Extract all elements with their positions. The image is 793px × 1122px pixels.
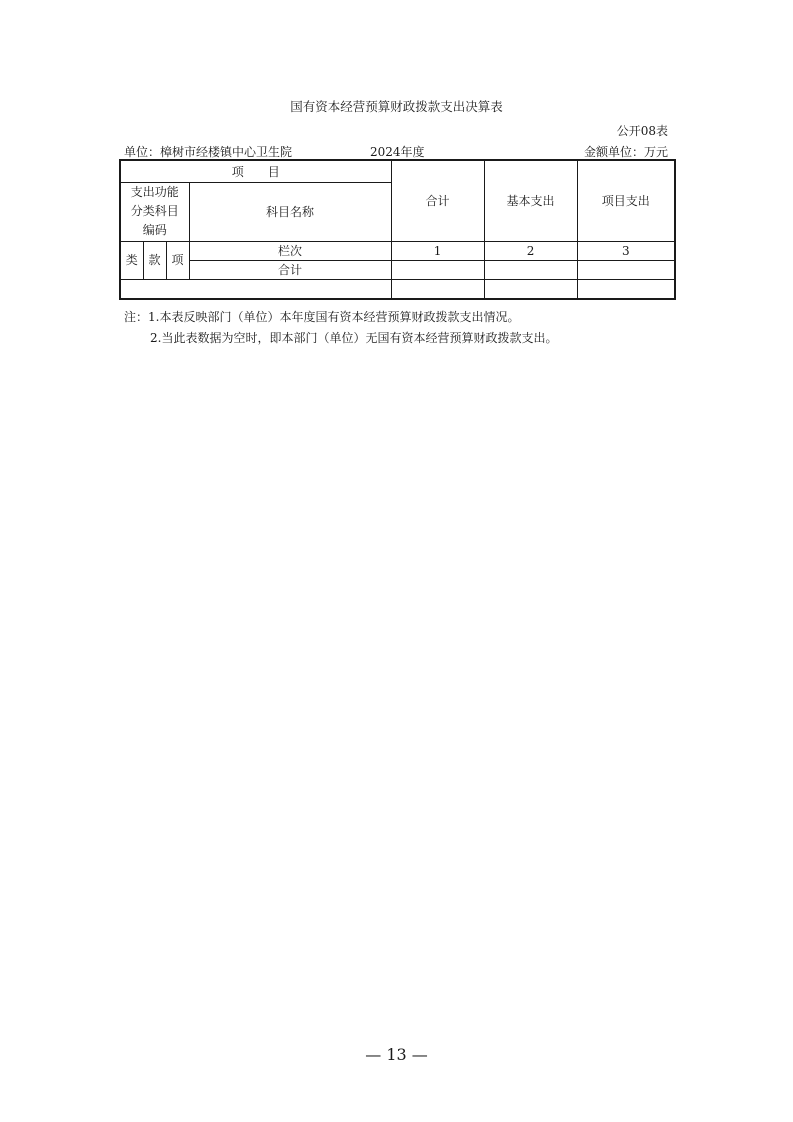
function-code-line-3: 编码 xyxy=(142,223,167,237)
year-label: 2024年度 xyxy=(370,145,425,159)
header-basic-expenditure: 基本支出 xyxy=(484,160,577,241)
blank-row-basic xyxy=(484,279,577,299)
xiang-header: 项 xyxy=(166,241,189,279)
page-title: 国有资本经营预算财政拨款支出决算表 xyxy=(290,99,503,114)
header-project-expenditure: 项目支出 xyxy=(577,160,675,241)
blank-row-total xyxy=(391,279,484,299)
total-row-value-project xyxy=(577,260,675,279)
column-index-3: 3 xyxy=(577,241,675,260)
total-row xyxy=(120,260,675,279)
kuan-header: 款 xyxy=(143,241,166,279)
blank-row-item xyxy=(120,279,391,299)
column-index-2: 2 xyxy=(484,241,577,260)
page-number: — 13 — xyxy=(365,1045,428,1064)
function-code-line-2: 分类科目 xyxy=(130,204,179,218)
subject-name-header: 科目名称 xyxy=(189,182,391,241)
function-code-line-1: 支出功能 xyxy=(130,185,179,199)
total-row-label: 合计 xyxy=(189,260,391,279)
total-row-value-total xyxy=(391,260,484,279)
blank-row-project xyxy=(577,279,675,299)
expenditure-table-wrap xyxy=(119,159,674,300)
column-index-row xyxy=(120,241,675,260)
function-code-header xyxy=(120,182,189,241)
column-index-label: 栏次 xyxy=(189,241,391,260)
form-number: 公开08表 xyxy=(616,124,668,138)
unit-label: 单位：樟树市经楼镇中心卫生院 xyxy=(124,145,293,159)
header-item-cell: 项 目 xyxy=(120,160,391,182)
total-row-value-basic xyxy=(484,260,577,279)
blank-row xyxy=(120,279,675,299)
note-2: 2.当此表数据为空时，即本部门（单位）无国有资本经营预算财政拨款支出。 xyxy=(150,331,558,345)
expenditure-table xyxy=(119,159,676,300)
note-1: 注：1.本表反映部门（单位）本年度国有资本经营预算财政拨款支出情况。 xyxy=(124,310,520,324)
header-total: 合计 xyxy=(391,160,484,241)
lei-header: 类 xyxy=(120,241,143,279)
money-unit-label: 金额单位：万元 xyxy=(583,145,668,159)
header-row-item xyxy=(120,160,675,182)
column-index-1: 1 xyxy=(391,241,484,260)
